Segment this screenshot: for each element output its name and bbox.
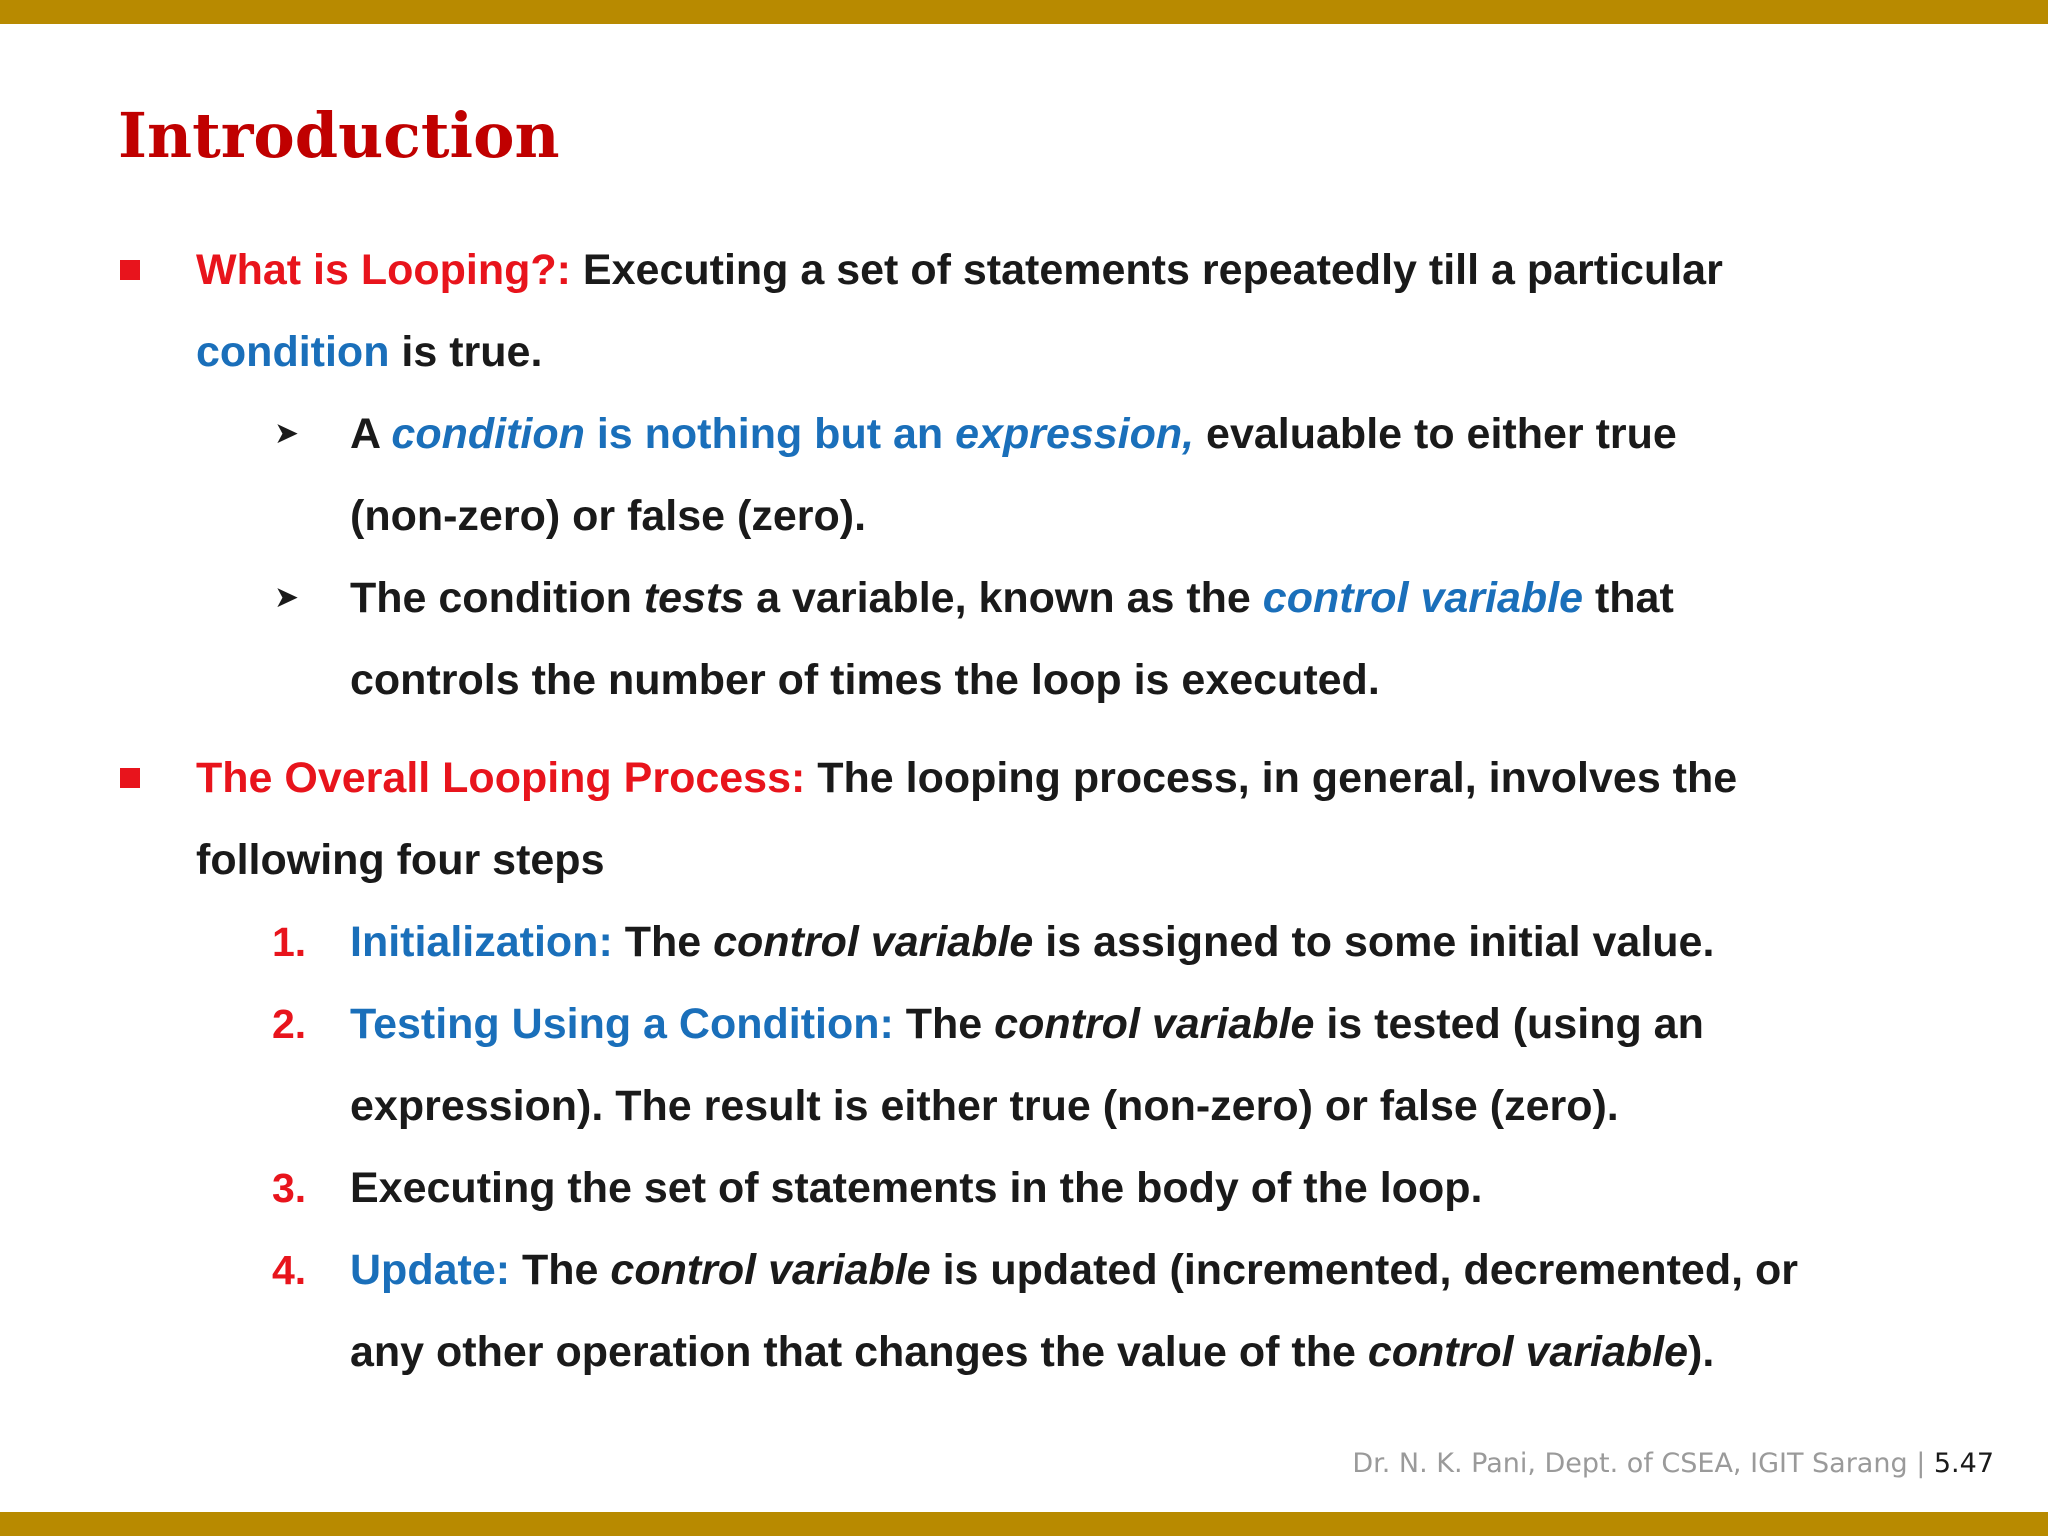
bullet-continuation: following four steps	[196, 836, 605, 884]
sub-bullet-continuation: (non-zero) or false (zero).	[350, 492, 867, 540]
step-text: is updated (incremented, decremented, or	[930, 1246, 1798, 1294]
step-label: Testing Using a Condition:	[350, 1000, 894, 1048]
footer-credit: Dr. N. K. Pani, Dept. of CSEA, IGIT Sarang |	[1352, 1448, 1934, 1479]
sub-text: The condition	[350, 574, 644, 622]
term-control-variable: control variable	[1262, 574, 1584, 622]
sub-text: a variable, known as the	[744, 574, 1263, 622]
step-continuation	[350, 1311, 1714, 1393]
step-number: 4.	[272, 1247, 307, 1293]
step-number: 1.	[272, 919, 307, 965]
step-text: any other operation that changes the value of the	[350, 1328, 1368, 1376]
bullet-overall-process	[196, 737, 1737, 819]
sub-bullet-control-variable	[350, 557, 1674, 639]
bullet-label: What is Looping?:	[196, 246, 571, 294]
step-testing	[350, 983, 1704, 1065]
sub-text: A	[350, 410, 392, 458]
term-control-variable: control variable	[1367, 1328, 1689, 1376]
term-condition: condition	[196, 328, 390, 376]
step-update	[350, 1229, 1798, 1311]
term-expression: expression,	[955, 410, 1195, 458]
step-number: 2.	[272, 1001, 307, 1047]
step-text: ).	[1688, 1328, 1715, 1376]
sub-bullet-continuation: controls the number of times the loop is executed.	[350, 656, 1380, 704]
arrow-bullet-icon: ➤	[274, 581, 300, 614]
square-bullet-icon	[120, 260, 140, 280]
bullet-continuation	[196, 311, 542, 393]
sub-text-highlight: is nothing but an	[584, 410, 956, 458]
term-tests: tests	[643, 574, 745, 622]
term-condition: condition	[391, 410, 585, 458]
slide-title: Introduction	[118, 99, 560, 172]
step-initialization	[350, 901, 1714, 983]
sub-bullet-condition	[350, 393, 1677, 475]
page-number: 5.47	[1933, 1448, 1994, 1479]
sub-text: evaluable to either true	[1194, 410, 1677, 458]
step-text: is tested (using an	[1314, 1000, 1704, 1048]
step-executing: Executing the set of statements in the body of the loop.	[350, 1164, 1483, 1212]
step-label: Update:	[350, 1246, 511, 1294]
arrow-bullet-icon: ➤	[274, 417, 300, 450]
step-label: Initialization:	[350, 918, 613, 966]
step-text: The	[612, 918, 714, 966]
step-text: The	[893, 1000, 995, 1048]
term-control-variable: control variable	[610, 1246, 931, 1294]
term-control-variable: control variable	[713, 918, 1034, 966]
slide-footer	[1352, 1444, 1994, 1484]
term-control-variable: control variable	[994, 1000, 1315, 1048]
sub-text: that	[1583, 574, 1674, 622]
bullet-text: is true.	[389, 328, 543, 376]
step-text: The	[510, 1246, 611, 1294]
step-text: is assigned to some initial value.	[1033, 918, 1715, 966]
bullet-what-is-looping	[196, 229, 1723, 311]
step-number: 3.	[272, 1165, 307, 1211]
step-continuation: expression). The result is either true (non-zero) or false (zero).	[350, 1082, 1619, 1130]
bullet-text: Executing a set of statements repeatedly till a particular	[570, 246, 1723, 294]
square-bullet-icon	[120, 768, 140, 788]
bullet-text: The looping process, in general, involves the	[805, 754, 1738, 802]
bullet-label: The Overall Looping Process:	[196, 754, 806, 802]
top-accent-bar	[0, 0, 2048, 24]
bottom-accent-bar	[0, 1512, 2048, 1536]
